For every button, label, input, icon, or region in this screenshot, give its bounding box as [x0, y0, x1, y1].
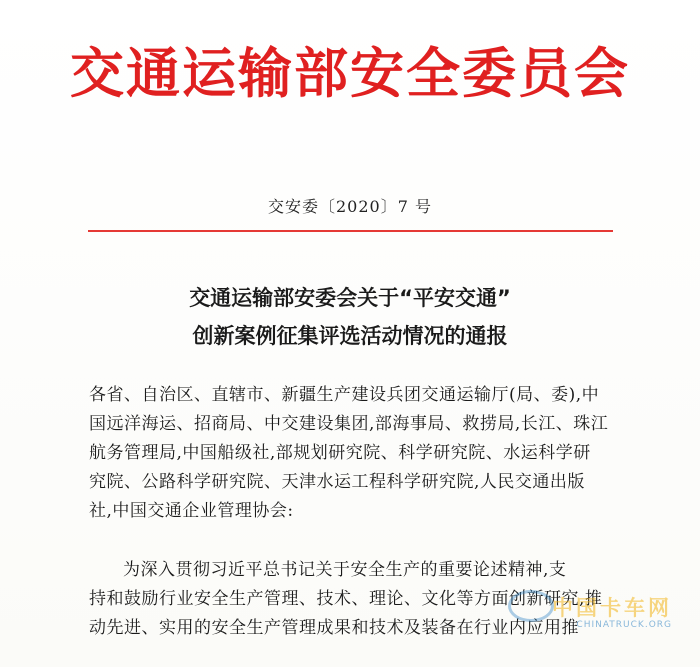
red-divider-line — [88, 230, 613, 232]
watermark-text: 中国卡车网 — [552, 596, 672, 620]
addressee-line: 社,中国交通企业管理协会: — [89, 501, 294, 521]
addressee-line: 国远洋海运、招商局、中交建设集团,部海事局、救捞局,长江、珠江 — [89, 414, 609, 434]
document-title-line-1: 交通运输部安委会关于“平安交通” — [189, 286, 511, 310]
addressee-line: 航务管理局,中国船级社,部规划研究院、科学研究院、水运科学研 — [89, 443, 591, 463]
document-number: 交安委〔2020〕7 号 — [268, 197, 432, 216]
issuer-masthead: 交通运输部安全委员会 — [70, 42, 630, 105]
addressee-block — [89, 381, 621, 526]
paragraph-line: 持和鼓励行业安全生产管理、技术、理论、文化等方面创新研究,推 — [89, 589, 603, 609]
addressee-line: 究院、公路科学研究院、天津水运工程科学研究院,人民交通出版 — [89, 472, 585, 492]
document-title-line-2: 创新案例征集评选活动情况的通报 — [192, 324, 508, 348]
paragraph-line: 为深入贯彻习近平总书记关于安全生产的重要论述精神,支 — [123, 560, 567, 580]
site-watermark — [552, 592, 672, 630]
paragraph-line: 动先进、实用的安全生产管理成果和技术及装备在行业内应用推 — [89, 618, 579, 638]
watermark-subtext: CHINATRUCK.ORG — [576, 620, 672, 630]
addressee-line: 各省、自治区、直辖市、新疆生产建设兵团交通运输厅(局、委),中 — [89, 385, 600, 405]
watermark-logo-icon — [508, 590, 554, 622]
